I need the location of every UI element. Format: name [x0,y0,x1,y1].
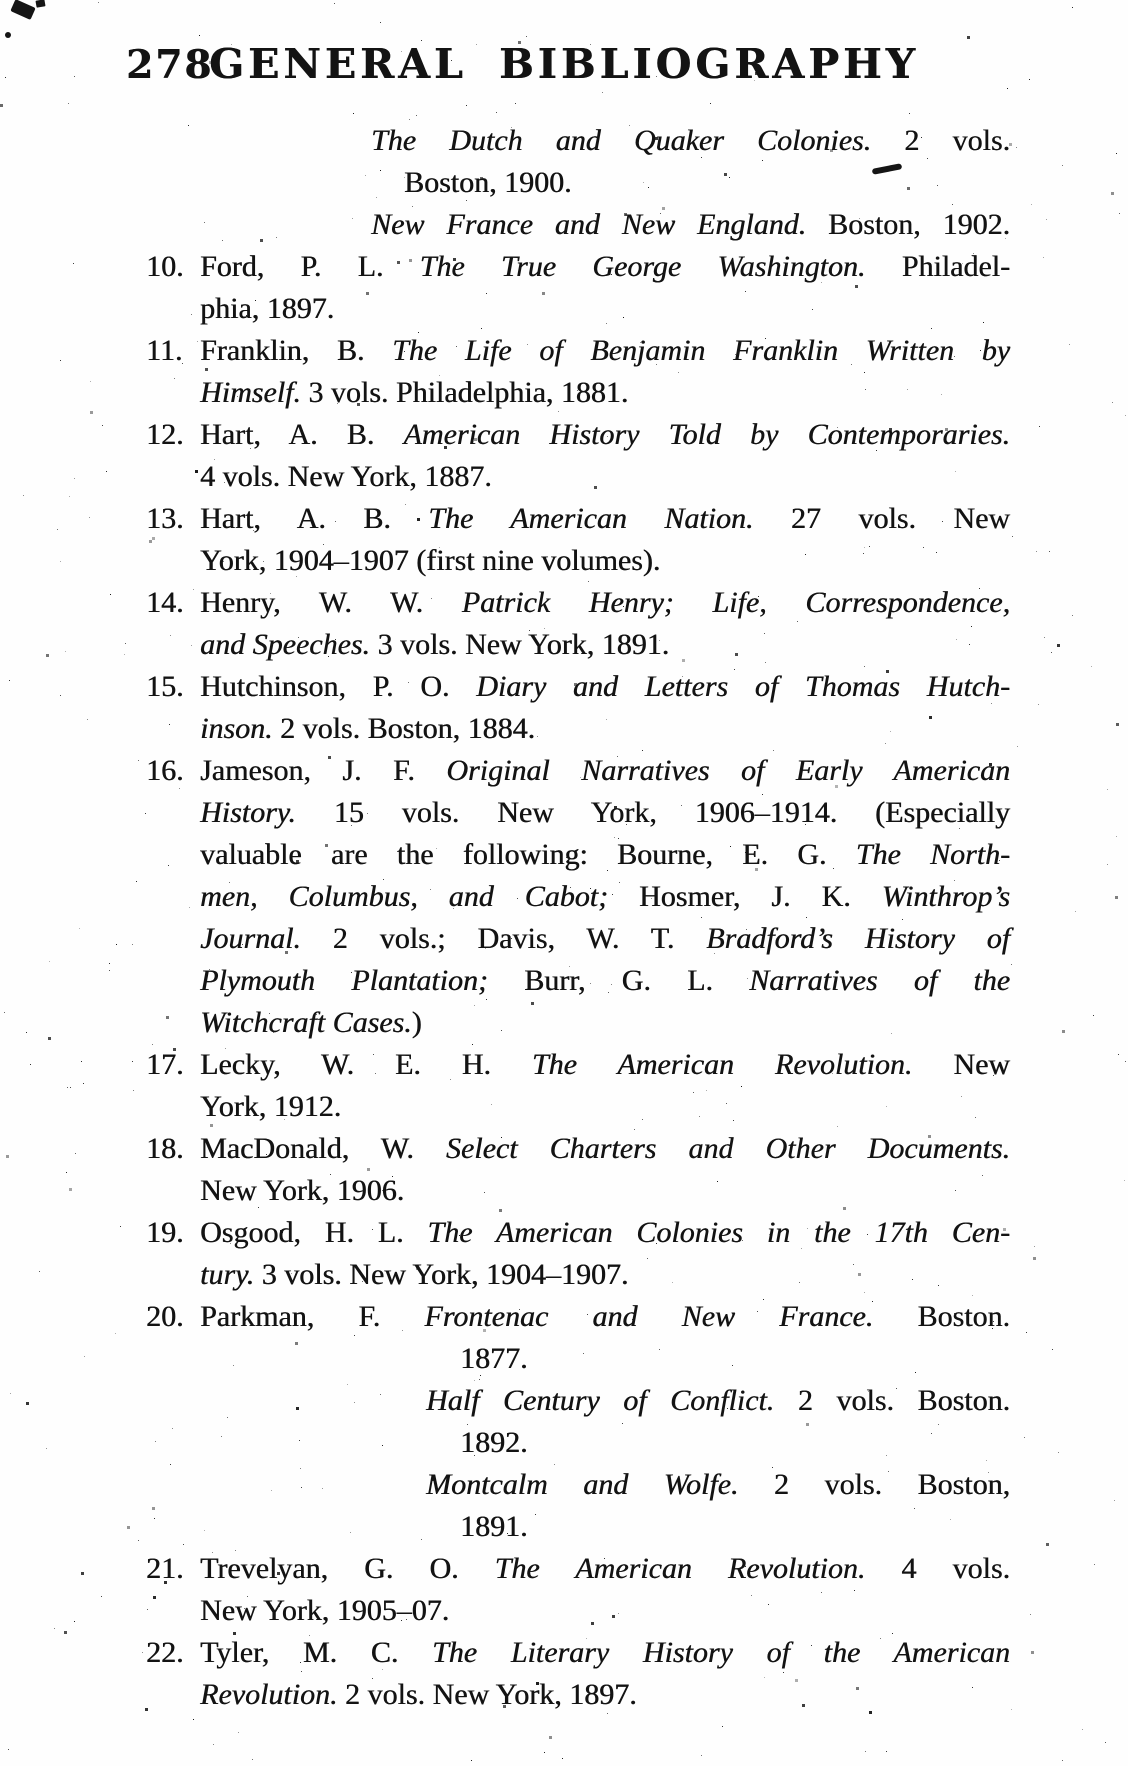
title-segment: inson. [200,712,273,745]
title-segment: The Dutch and Quaker Colonies. [371,124,872,157]
bib-entry-line [200,372,1010,414]
scan-artifact [35,0,45,8]
entry-number: 21. [146,1552,184,1585]
title-segment: Revolution. [200,1678,338,1711]
bibliography-list [146,120,1010,1716]
title-segment: Original Narratives of Early American [446,754,1010,787]
scan-artifact [5,32,11,38]
bib-entry-line [146,666,1010,708]
text-segment: Hart, A. B. [200,502,429,535]
title-segment: American History Told by Contemporaries. [403,418,1010,451]
text-segment: valuable are the following: Bourne, E. G. [200,838,856,871]
page-header [0,40,1128,98]
bib-entry-line [146,414,1010,456]
entry-number: 13. [146,502,184,535]
title-segment: and Speeches. [200,628,370,661]
bib-entry-line [200,1590,1010,1632]
title-segment: Patrick Henry; Life, Correspondence, [461,586,1010,619]
bib-entry [146,330,1010,414]
bib-entry-line [426,1380,1010,1422]
title-segment: Diary and Letters of Thomas Hutch- [476,670,1010,703]
text-segment: York, 1912. [200,1090,342,1123]
text-segment: Boston, 1900. [404,166,572,199]
bib-entry-line [146,1044,1010,1086]
bib-entry-line [426,1464,1010,1506]
title-segment: The American Colonies in the 17th Cen- [427,1216,1010,1249]
bib-entry [146,582,1010,666]
title-segment: The American Revolution. [494,1552,866,1585]
text-segment: 2 vols. [871,124,1010,157]
bib-entry-line [146,1632,1010,1674]
bib-entry-line [200,288,1010,330]
text-segment: Ford, P. L. [200,250,420,283]
title-segment: Narratives of the [749,964,1010,997]
bib-entry [146,666,1010,750]
title-segment: The North- [855,838,1010,871]
bib-entry-line [200,624,1010,666]
text-segment: 4 vols. New York, 1887. [200,460,492,493]
entry-number: 20. [146,1300,184,1333]
bib-entry-line [200,1086,1010,1128]
bib-entry-line [460,1338,1010,1380]
title-segment: Plymouth Plantation; [200,964,488,997]
bib-entry-line [146,750,1010,792]
text-segment: Boston. [873,1300,1010,1333]
text-segment: Henry, W. W. [200,586,462,619]
bib-entry [146,246,1010,330]
text-segment: 3 vols. New York, 1891. [369,628,670,661]
text-segment: 27 vols. New [753,502,1010,535]
entry-number: 12. [146,418,184,451]
title-segment: The Literary History of the American [432,1636,1010,1669]
bib-entry-line [371,120,1010,162]
bib-entry-line [200,1674,1010,1716]
title-segment: Select Charters and Other Documents. [445,1132,1011,1165]
entry-number: 22. [146,1636,184,1669]
bib-entry-line [146,1128,1010,1170]
text-segment: New York, 1905–07. [200,1594,450,1627]
bib-entry-line [146,246,1010,288]
bib-entry-line [371,204,1010,246]
bib-entry-line [200,960,1010,1002]
text-segment: Lecky, W. E. H. [200,1048,532,1081]
text-segment: ) [411,1006,422,1039]
text-segment: Trevelyan, G. O. [200,1552,495,1585]
bib-entry [146,204,1010,246]
bib-entry [146,120,1010,204]
bib-entry-line [200,876,1010,918]
text-segment: Hosmer, J. K. [608,880,882,913]
bib-entry-line [460,1422,1010,1464]
text-segment: 1891. [460,1510,528,1543]
title-segment: Journal. [200,922,301,955]
text-segment: 2 vols. Boston, [738,1468,1010,1501]
text-segment: York, 1904–1907 (first nine volumes). [200,544,661,577]
text-segment: Tyler, M. C. [200,1636,432,1669]
entry-number: 11. [146,334,183,367]
title-segment: New France and New England. [371,208,807,241]
text-segment: phia, 1897. [200,292,335,325]
text-segment: 2 vols. Boston. [774,1384,1010,1417]
text-segment: Boston, 1902. [806,208,1010,241]
bib-entry [146,750,1010,1044]
bib-entry-line [200,918,1010,960]
text-segment: 2 vols.; Davis, W. T. [300,922,707,955]
text-segment: Franklin, B. [200,334,393,367]
bib-entry-line [146,1548,1010,1590]
bib-entry [146,1128,1010,1212]
scan-noise-speckle [0,0,1,1]
bib-entry-line [200,834,1010,876]
entry-number: 17. [146,1048,184,1081]
bib-entry-line [146,582,1010,624]
text-segment: Osgood, H. L. [200,1216,428,1249]
bib-entry-line [200,1170,1010,1212]
bib-entry-line [200,708,1010,750]
page-title: GENERAL BIBLIOGRAPHY [209,40,919,88]
bib-entry [146,1296,1010,1548]
text-segment: 1892. [460,1426,528,1459]
title-segment: Montcalm and Wolfe. [426,1468,739,1501]
title-segment: The Life of Benjamin Franklin Written by [392,334,1010,367]
text-segment: Philadel- [865,250,1010,283]
text-segment: New York, 1906. [200,1174,405,1207]
bib-entry-line [460,1506,1010,1548]
bib-entry-line [146,1296,1010,1338]
bib-entry [146,1632,1010,1716]
text-segment: Hart, A. B. [200,418,404,451]
bib-entry-line [200,792,1010,834]
text-segment: 3 vols. New York, 1904–1907. [254,1258,629,1291]
bib-entry-line [200,540,1010,582]
text-segment: Burr, G. L. [487,964,750,997]
title-segment: The American Nation. [428,502,754,535]
bib-entry-line [404,162,1010,204]
title-segment: men, Columbus, and Cabot; [200,880,608,913]
entry-number: 16. [146,754,184,787]
bib-entry-line [200,456,1010,498]
title-segment: History. [200,796,296,829]
text-segment: 4 vols. [865,1552,1010,1585]
bib-entry [146,1044,1010,1128]
bib-entry [146,498,1010,582]
bib-entry [146,1212,1010,1296]
text-segment: 2 vols. New York, 1897. [337,1678,637,1711]
text-segment: 15 vols. New York, 1906–1914. (Especially [295,796,1010,829]
title-segment: Bradford’s History of [706,922,1010,955]
page-number: 278 [126,42,214,88]
text-segment: 1877. [460,1342,528,1375]
bib-entry-line [146,1212,1010,1254]
title-segment: The American Revolution. [531,1048,913,1081]
bib-entry [146,1548,1010,1632]
title-segment: Half Century of Conflict. [426,1384,775,1417]
title-segment: Himself. [200,376,301,409]
entry-number: 19. [146,1216,184,1249]
title-segment: Winthrop’s [881,880,1010,913]
title-segment: The True George Washington. [419,250,866,283]
bib-entry [146,414,1010,498]
bib-entry-line [146,498,1010,540]
title-segment: Frontenac and New France. [424,1300,874,1333]
entry-number: 15. [146,670,184,703]
entry-number: 14. [146,586,184,619]
title-segment: tury. [200,1258,255,1291]
text-segment: 3 vols. Philadelphia, 1881. [300,376,629,409]
bib-entry-line [146,330,1010,372]
title-segment: Witchcraft Cases. [200,1006,412,1039]
text-segment: Jameson, J. F. [200,754,447,787]
text-segment: New [912,1048,1010,1081]
text-segment: MacDonald, W. [200,1132,446,1165]
text-segment: Parkman, F. [200,1300,425,1333]
text-segment: 2 vols. Boston, 1884. [272,712,536,745]
entry-number: 18. [146,1132,184,1165]
bib-entry-line [200,1254,1010,1296]
scan-artifact [10,0,35,20]
entry-number: 10. [146,250,184,283]
bib-entry-line [200,1002,1010,1044]
text-segment: Hutchinson, P. O. [200,670,477,703]
